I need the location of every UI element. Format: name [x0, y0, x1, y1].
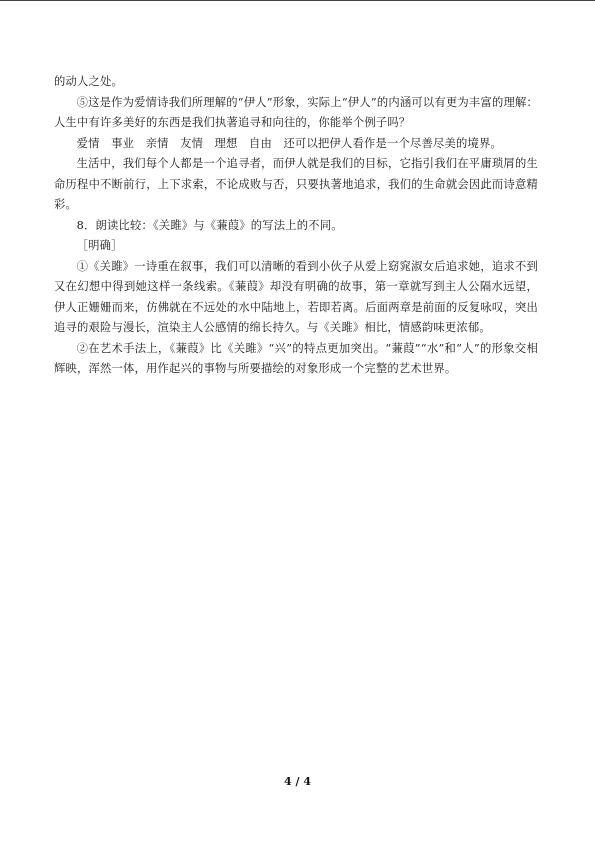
- paragraph-8: ②在艺术手法上，《蒹葭》比《关雎》“兴”的特点更加突出。“蒹葭”“水”和“人”的形象交相辉映，浑然一体，用作起兴的事物与所要描绘的对象形成一个完整的艺术世界。: [54, 341, 538, 375]
- paragraph-5: 8．朗读比较：《关雎》与《蒹葭》的写法上的不同。: [76, 218, 343, 232]
- header-rule: [0, 0, 595, 1]
- document-body: [54, 72, 538, 380]
- paragraph-3: 爱情 事业 亲情 友情 理想 自由 还可以把伊人看作是一个尽善尽美的境界。: [76, 136, 502, 150]
- paragraph-1: 的动人之处。: [54, 75, 123, 88]
- paragraph-6: ［明确］: [76, 239, 123, 252]
- paragraph-2: ⑤这是作为爱情诗我们所理解的“伊人”形象，实际上“伊人”的内涵可以有更为丰富的理解：人生中有许多美好的东西是我们执著追寻和向往的，你能举个例子吗？: [54, 95, 538, 129]
- page-number: 4 / 4: [284, 775, 311, 788]
- paragraph-4: 生活中，我们每个人都是一个追寻者，而伊人就是我们的目标，它指引我们在平庸琐屑的生命历程中不断前行，上下求索，不论成败与否，只要执著地追求，我们的生命就会因此而诗意精彩。: [54, 157, 538, 211]
- paragraph-7: ①《关雎》一诗重在叙事，我们可以清晰的看到小伙子从爱上窈窕淑女后追求她，追求不到又在幻想中得到她这样一条线索。《蒹葭》却没有明确的故事，第一章就写到主人公隔水远望，伊人正姗姗而来，仿佛就在不远处的水中陆地上，若即若离。后面两章是前面的反复咏叹，突出追寻的艰险与漫长，渲染主人公感情的绵长持久。与《关雎》相比，情感韵味更浓郁。: [54, 259, 538, 334]
